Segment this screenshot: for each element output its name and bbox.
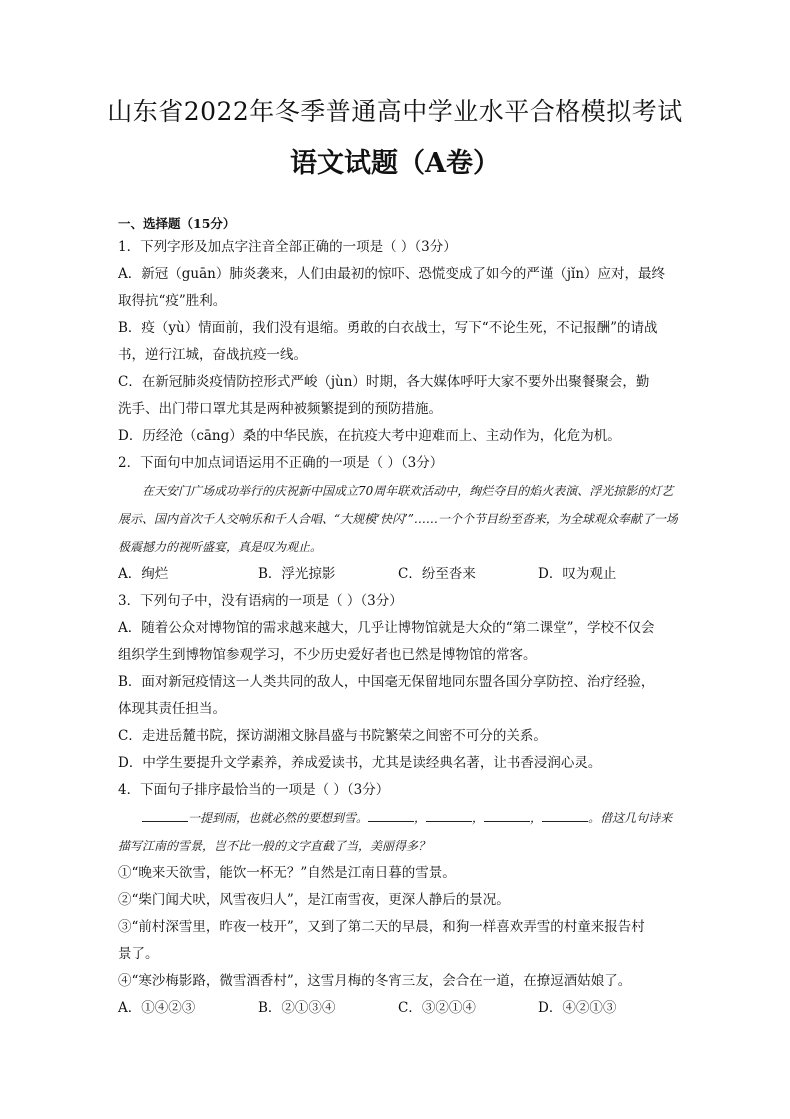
question-4-passage bbox=[118, 804, 678, 860]
question-4-sentence-3-line2: 景了。 bbox=[118, 946, 159, 962]
question-4-stem: 4．下面句子排序最恰当的一项是（ ）（3分） bbox=[118, 782, 390, 798]
section-heading: 一、选择题（15分） bbox=[118, 216, 236, 231]
question-1-option-a-line1: A．新冠（guān）肺炎袭来，人们由最初的惊吓、恐慌变成了如今的严谨（jǐn）应对，最终 bbox=[118, 266, 666, 282]
answer-blank bbox=[426, 809, 472, 822]
question-1-option-c-line2: 洗手、出门带口罩尤其是两种被频繁提到的预防措施。 bbox=[118, 401, 442, 417]
answer-blank bbox=[368, 809, 414, 822]
question-2-options bbox=[118, 561, 678, 588]
question-2-passage: 在天安门广场成功举行的庆祝新中国成立70周年联欢活动中，绚烂夺目的焰火表演、浮光掠影的灯艺展示、国内首次千人交响乐和千人合唱、“大规模‘快闪’”……一个个节目纷至沓来，为全球观众奉献了一场极震撼力的视听盛宴，真是叹为观止。 bbox=[118, 484, 678, 554]
question-4-option-d: D．④②①③ bbox=[538, 1000, 617, 1016]
question-2-stem: 2．下面句中加点词语运用不正确的一项是（ ）（3分） bbox=[118, 455, 444, 471]
question-1-option-c-line1: C．在新冠肺炎疫情防控形式严峻（jùn）时期，各大媒体呼吁大家不要外出聚餐聚会，勤 bbox=[118, 374, 650, 390]
passage-sep: ， bbox=[472, 811, 485, 825]
question-4-sentence-3-line1: ③“前村深雪里，昨夜一枝开”，又到了第二天的早晨，和狗一样喜欢弄雪的村童来报告村 bbox=[118, 919, 645, 935]
answer-blank bbox=[142, 809, 188, 822]
question-1-stem: 1．下列字形及加点字注音全部正确的一项是（ ）（3分） bbox=[118, 239, 457, 255]
question-3-stem: 3．下列句子中，没有语病的一项是（ ）（3分） bbox=[118, 593, 403, 609]
question-2-option-c: C．纷至沓来 bbox=[398, 566, 476, 582]
question-3-option-b-line2: 体现其责任担当。 bbox=[118, 701, 226, 717]
exam-subtitle: 语文试题（A卷） bbox=[290, 148, 500, 179]
answer-blank bbox=[484, 809, 530, 822]
question-2-option-b: B．浮光掠影 bbox=[258, 566, 336, 582]
passage-start: 一提到雨，也就必然的要想到雪。 bbox=[188, 811, 369, 825]
question-4-options bbox=[118, 995, 678, 1022]
question-2-option-d: D．叹为观止 bbox=[538, 566, 617, 582]
question-4-option-c: C．③②①④ bbox=[398, 1000, 476, 1016]
passage-end: 。借这几句诗来描写江南的雪景，岂不比一般的文字直截了当，美丽得多？ bbox=[118, 811, 673, 853]
exam-title: 山东省2022年冬季普通高中学业水平合格模拟考试 bbox=[107, 97, 683, 126]
question-4-option-a: A．①④②③ bbox=[118, 1000, 196, 1016]
question-3-option-c: C．走进岳麓书院，探访湖湘文脉昌盛与书院繁荣之间密不可分的关系。 bbox=[118, 728, 547, 744]
question-4-sentence-1: ①“晚来天欲雪，能饮一杯无？”自然是江南日暮的雪景。 bbox=[118, 865, 456, 881]
question-1-option-d: D．历经沧（cāng）桑的中华民族，在抗疫大考中迎难而上、主动作为，化危为机。 bbox=[118, 428, 621, 444]
answer-blank bbox=[542, 809, 588, 822]
question-1-option-a-line2: 取得抗“疫”胜利。 bbox=[118, 293, 227, 309]
question-3-option-d: D．中学生要提升文学素养，养成爱读书，尤其是读经典名著，让书香浸润心灵。 bbox=[118, 755, 602, 771]
question-3-option-b-line1: B．面对新冠疫情这一人类共同的敌人，中国毫无保留地同东盟各国分享防控、治疗经验， bbox=[118, 674, 655, 690]
question-4-sentence-2: ②“柴门闻犬吠，风雪夜归人”，是江南雪夜，更深人静后的景况。 bbox=[118, 892, 510, 908]
question-1-option-b-line1: B．疫（yù）情面前，我们没有退缩。勇敢的白衣战士，写下“不论生死，不记报酬”的请战 bbox=[118, 320, 658, 336]
question-4-option-b: B．②①③④ bbox=[258, 1000, 336, 1016]
question-3-option-a-line2: 组织学生到博物馆参观学习，不少历史爱好者也已然是博物馆的常客。 bbox=[118, 647, 537, 663]
question-4-sentence-4: ④“寒沙梅影路，微雪酒香村”，这雪月梅的冬宵三友，会合在一道，在撩逗酒姑娘了。 bbox=[118, 973, 632, 989]
exam-content bbox=[118, 214, 678, 1022]
question-1-option-b-line2: 书，逆行江城，奋战抗疫一线。 bbox=[118, 347, 307, 363]
question-2-option-a: A．绚烂 bbox=[118, 566, 169, 582]
passage-sep: ， bbox=[414, 811, 427, 825]
passage-sep: ， bbox=[530, 811, 543, 825]
question-3-option-a-line1: A．随着公众对博物馆的需求越来越大，几乎让博物馆就是大众的“第二课堂”，学校不仅会 bbox=[118, 620, 655, 636]
